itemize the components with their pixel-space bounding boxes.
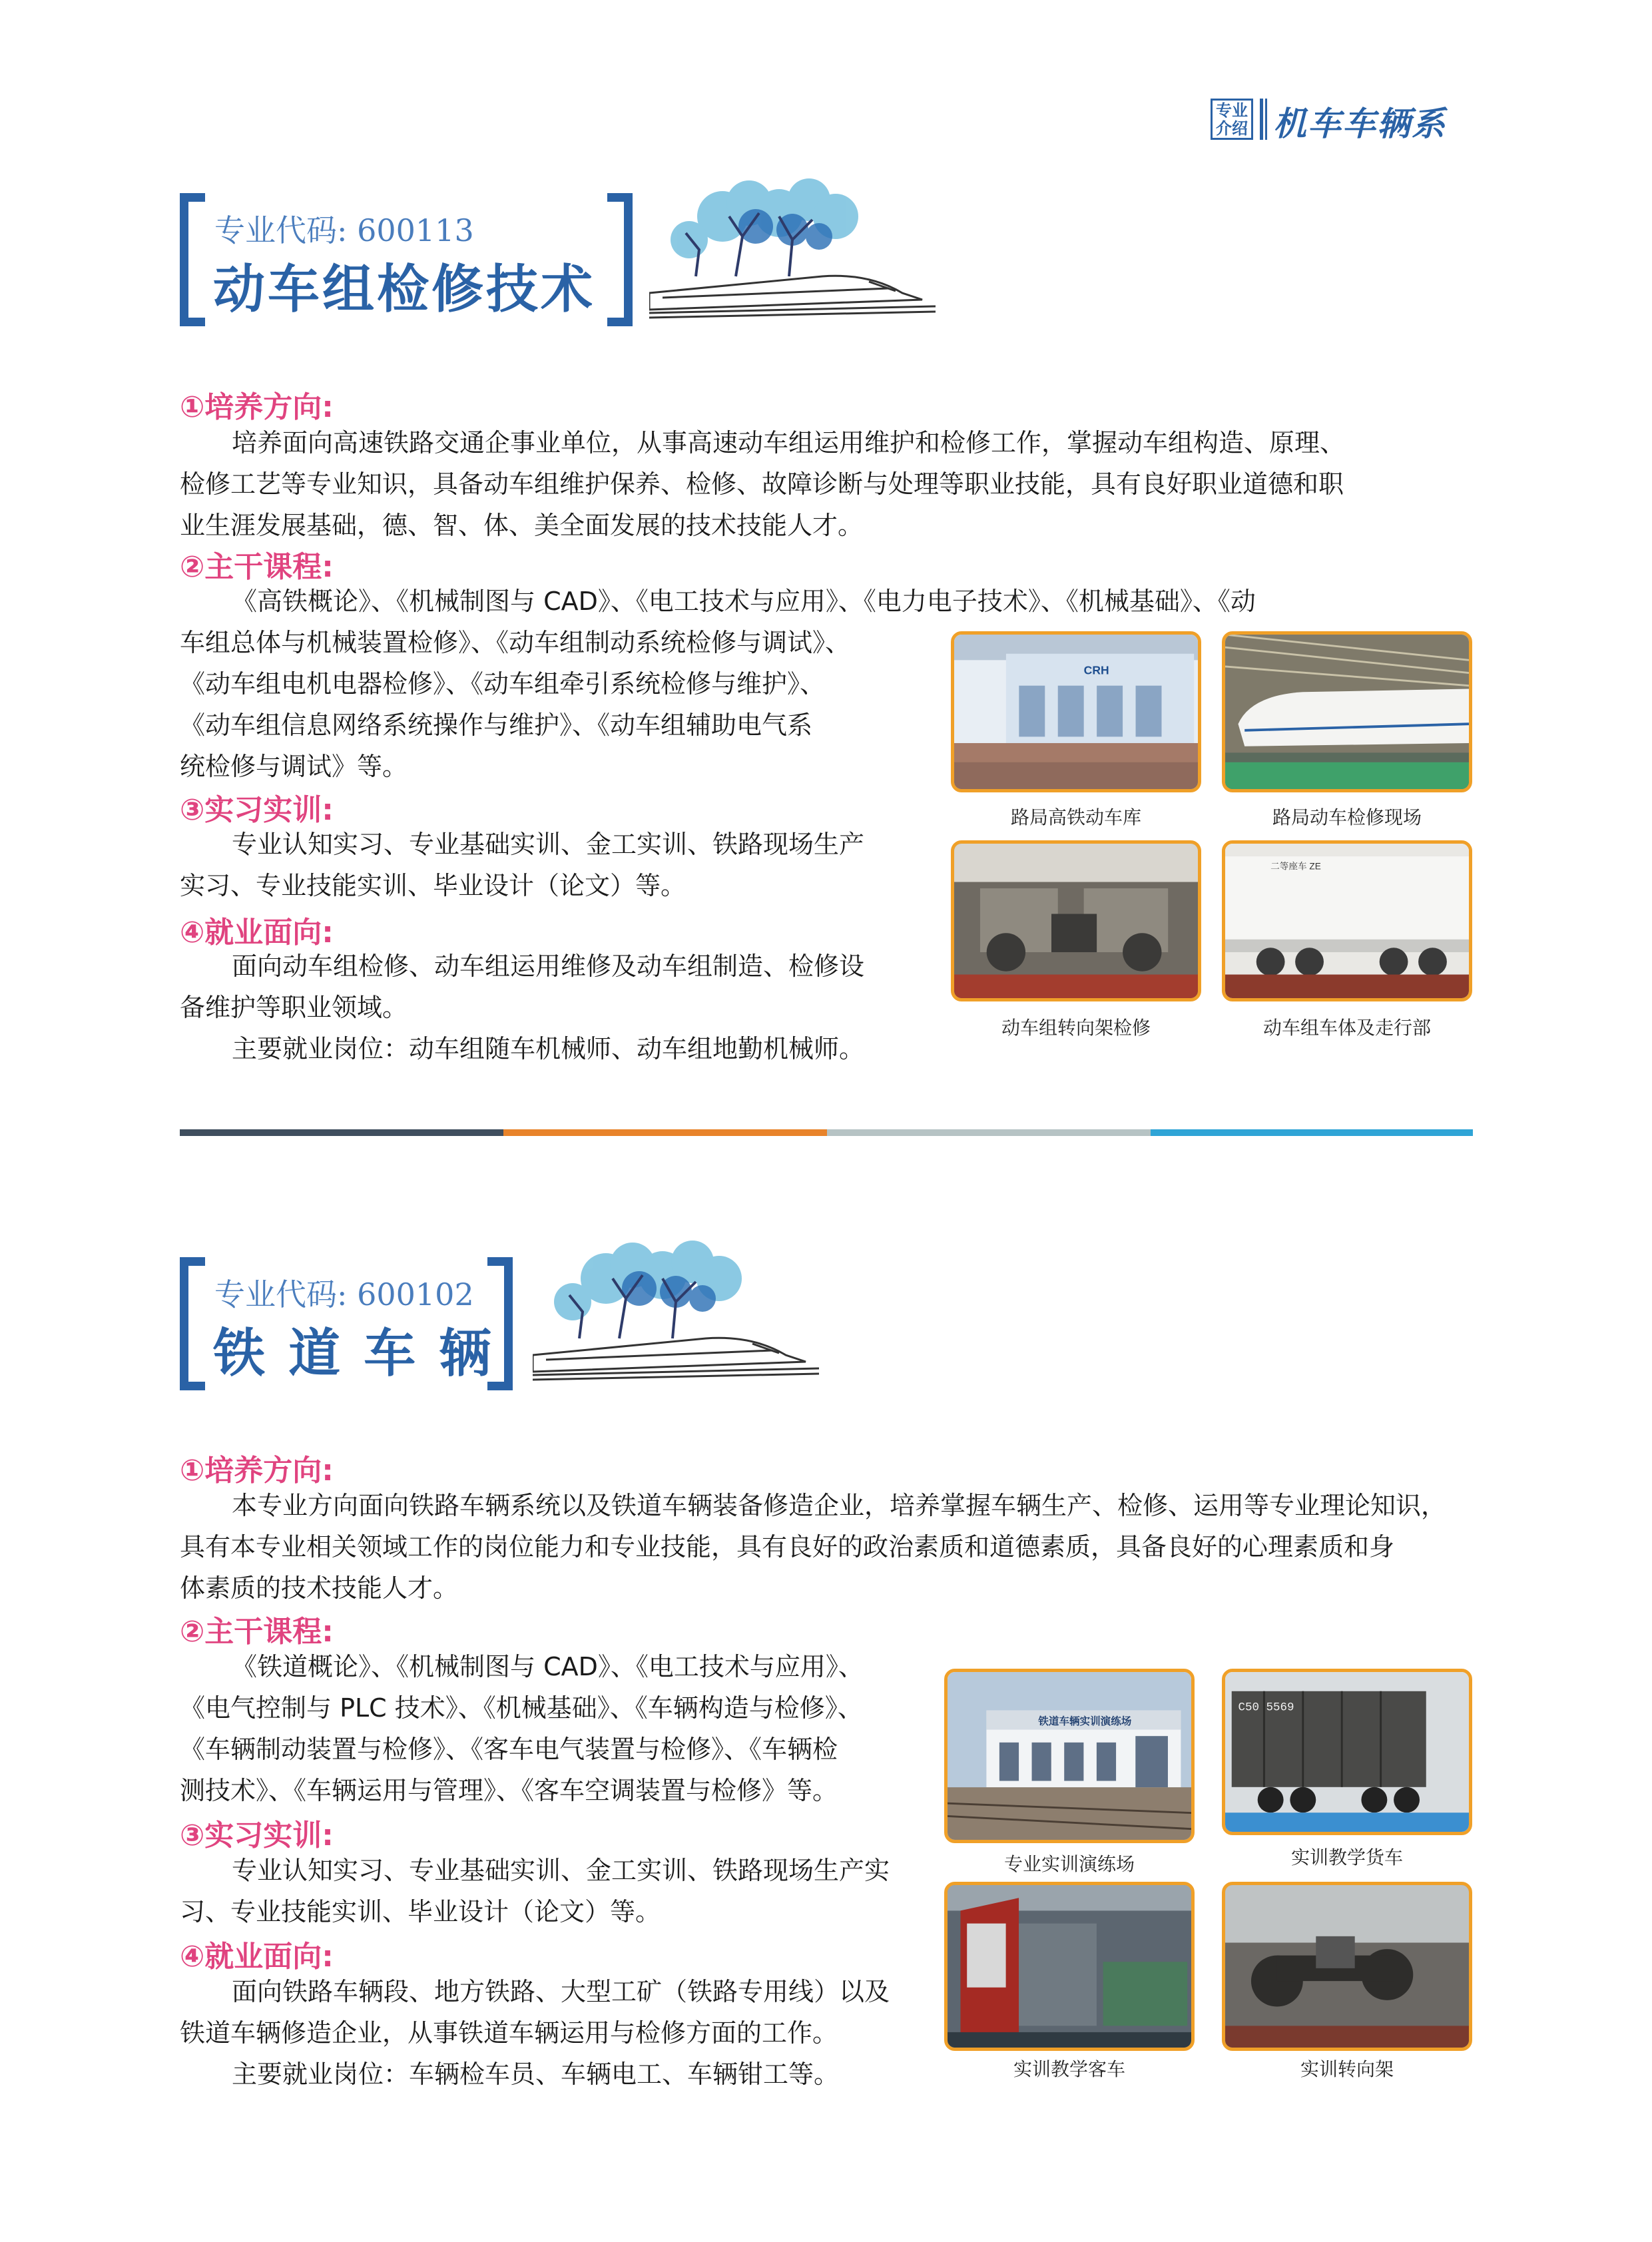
photo-bogie-maintenance [951,840,1201,1001]
text-line: 习、专业技能实训、毕业设计（论文）等。 [180,1897,661,1926]
text-line: 体素质的技术技能人才。 [180,1573,459,1603]
divider-segment-4 [1151,1129,1473,1136]
yard-sign: 铁道车辆实训演练场 [1038,1715,1132,1727]
major-title: 动车组检修技术 [213,260,596,320]
s2-practice-text [180,1850,890,1932]
photo-caption: 动车组车体及走行部 [1262,1017,1431,1039]
text-line: 实习、专业技能实训、毕业设计（论文）等。 [180,871,687,900]
s2-training-text [180,1485,1446,1609]
s1-training-title: ①培养方向: [180,390,334,424]
text-line: 本专业方向面向铁路车辆系统以及铁道车辆装备修造企业，培养掌握车辆生产、检修、运用等专业理论知识， [232,1491,1447,1520]
text-line: 《动车组电机电器检修》、《动车组牵引系统检修与维护》、 [180,669,826,699]
photo-caption: 专业实训演练场 [1003,1853,1135,1875]
s2-training-title: ①培养方向: [180,1454,334,1488]
header-bar-thin [1265,99,1267,140]
s1-practice-text [180,824,864,906]
freight-car-number: C50 5569 [1238,1701,1294,1715]
text-line: 铁道车辆修造企业，从事铁道车辆运用与检修方面的工作。 [180,2018,838,2048]
text-line: 培养面向高速铁路交通企事业单位，从事高速动车组运用维护和检修工作，掌握动车组构造、原理、 [232,428,1346,457]
text-line: 车组总体与机械装置检修》、《动车组制动系统检修与调试》、 [180,628,851,657]
section2-heading [180,1257,513,1390]
major-code: 专业代码: 600113 [214,212,474,248]
text-line: 统检修与调试》等。 [180,752,408,781]
s1-practice-title: ③实习实训: [180,793,334,827]
text-line: 《车辆制动装置与检修》、《客车电气装置与检修》、《车辆检 [180,1735,838,1764]
depot-sign: CRH [1083,663,1109,677]
text-line: 面向铁路车辆段、地方铁路、大型工矿（铁路专用线）以及 [232,1977,890,2006]
s1-courses-title: ②主干课程: [180,550,334,584]
divider-segment-2 [503,1129,827,1136]
bracket-right [607,193,633,326]
photo-emu-depot [951,631,1201,792]
s1-courses-text [180,622,850,787]
photo-caption: 动车组转向架检修 [1001,1017,1151,1039]
header-tag-line2: 介绍 [1216,119,1248,138]
bracket-left [180,1257,205,1390]
major-title: 铁 道 车 辆 [213,1324,494,1384]
text-line: 专业认知实习、专业基础实训、金工实训、铁路现场生产实 [232,1856,890,1885]
section1-heading [180,193,633,326]
text-line: 《铁道概论》、《机械制图与 CAD》、《电工技术与应用》、 [232,1652,864,1681]
department-title: 机车车辆系 [1273,105,1446,143]
photo-caption: 实训教学货车 [1290,1846,1403,1868]
text-line: 检修工艺等专业知识，具备动车组维护保养、检修、故障诊断与处理等职业技能，具有良好职业道德和职 [180,469,1344,499]
photo-caption: 路局高铁动车库 [1010,806,1141,828]
text-line: 测技术》、《车辆运用与管理》、《客车空调装置与检修》等。 [180,1776,838,1805]
s2-courses-title: ②主干课程: [180,1615,334,1649]
s2-employment-title: ④就业面向: [180,1940,334,1974]
divider-segment-3 [827,1129,1151,1136]
photo-caption: 实训教学客车 [1013,2058,1125,2080]
car-sign: 二等座车 ZE [1270,861,1321,872]
photo-emu-maintenance [1222,631,1472,792]
s1-employment-title: ④就业面向: [180,916,334,950]
text-line: 专业认知实习、专业基础实训、金工实训、铁路现场生产 [232,830,865,859]
text-line: 主要就业岗位：车辆检车员、车辆电工、车辆钳工等。 [232,2060,840,2089]
photo-caption: 实训转向架 [1300,2058,1394,2080]
divider-segment-1 [180,1129,503,1136]
s1-employment-text [180,946,864,1069]
text-line: 《动车组信息网络系统操作与维护》、《动车组辅助电气系 [180,710,813,740]
header-bar [1260,99,1263,140]
text-line: 《高铁概论》、《机械制图与 CAD》、《电工技术与应用》、《电力电子技术》、《机械基础》、《动 [232,587,1256,616]
s1-courses-first-line [180,581,1256,622]
photo-caption: 路局动车检修现场 [1272,806,1422,828]
photo-training-freight-car [1222,1669,1472,1835]
header-tag-line1: 专业 [1216,101,1248,120]
text-line: 备维护等职业领域。 [180,993,408,1022]
bracket-left [180,193,205,326]
major-code: 专业代码: 600102 [214,1276,474,1312]
s1-training-text [180,422,1345,546]
text-line: 面向动车组检修、动车组运用维修及动车组制造、检修设 [232,952,865,981]
photo-training-passenger-car [944,1882,1195,2051]
photo-car-body-running-gear [1222,840,1472,1001]
s2-practice-title: ③实习实训: [180,1819,334,1852]
text-line: 主要就业岗位：动车组随车机械师、动车组地勤机械师。 [232,1034,865,1063]
text-line: 《电气控制与 PLC 技术》、《机械基础》、《车辆构造与检修》、 [180,1693,863,1723]
s2-courses-text [180,1646,864,1811]
train-tree-illustration [649,176,936,330]
photo-training-yard [944,1669,1195,1843]
photo-training-bogie [1222,1882,1472,2051]
s2-employment-text [180,1971,890,2095]
text-line: 具有本专业相关领域工作的岗位能力和专业技能，具有良好的政治素质和道德素质，具备良好的心理素质和身 [180,1532,1395,1561]
train-tree-illustration [533,1239,819,1392]
text-line: 业生涯发展基础，德、智、体、美全面发展的技术技能人才。 [180,511,864,540]
header-tag [1211,99,1253,140]
